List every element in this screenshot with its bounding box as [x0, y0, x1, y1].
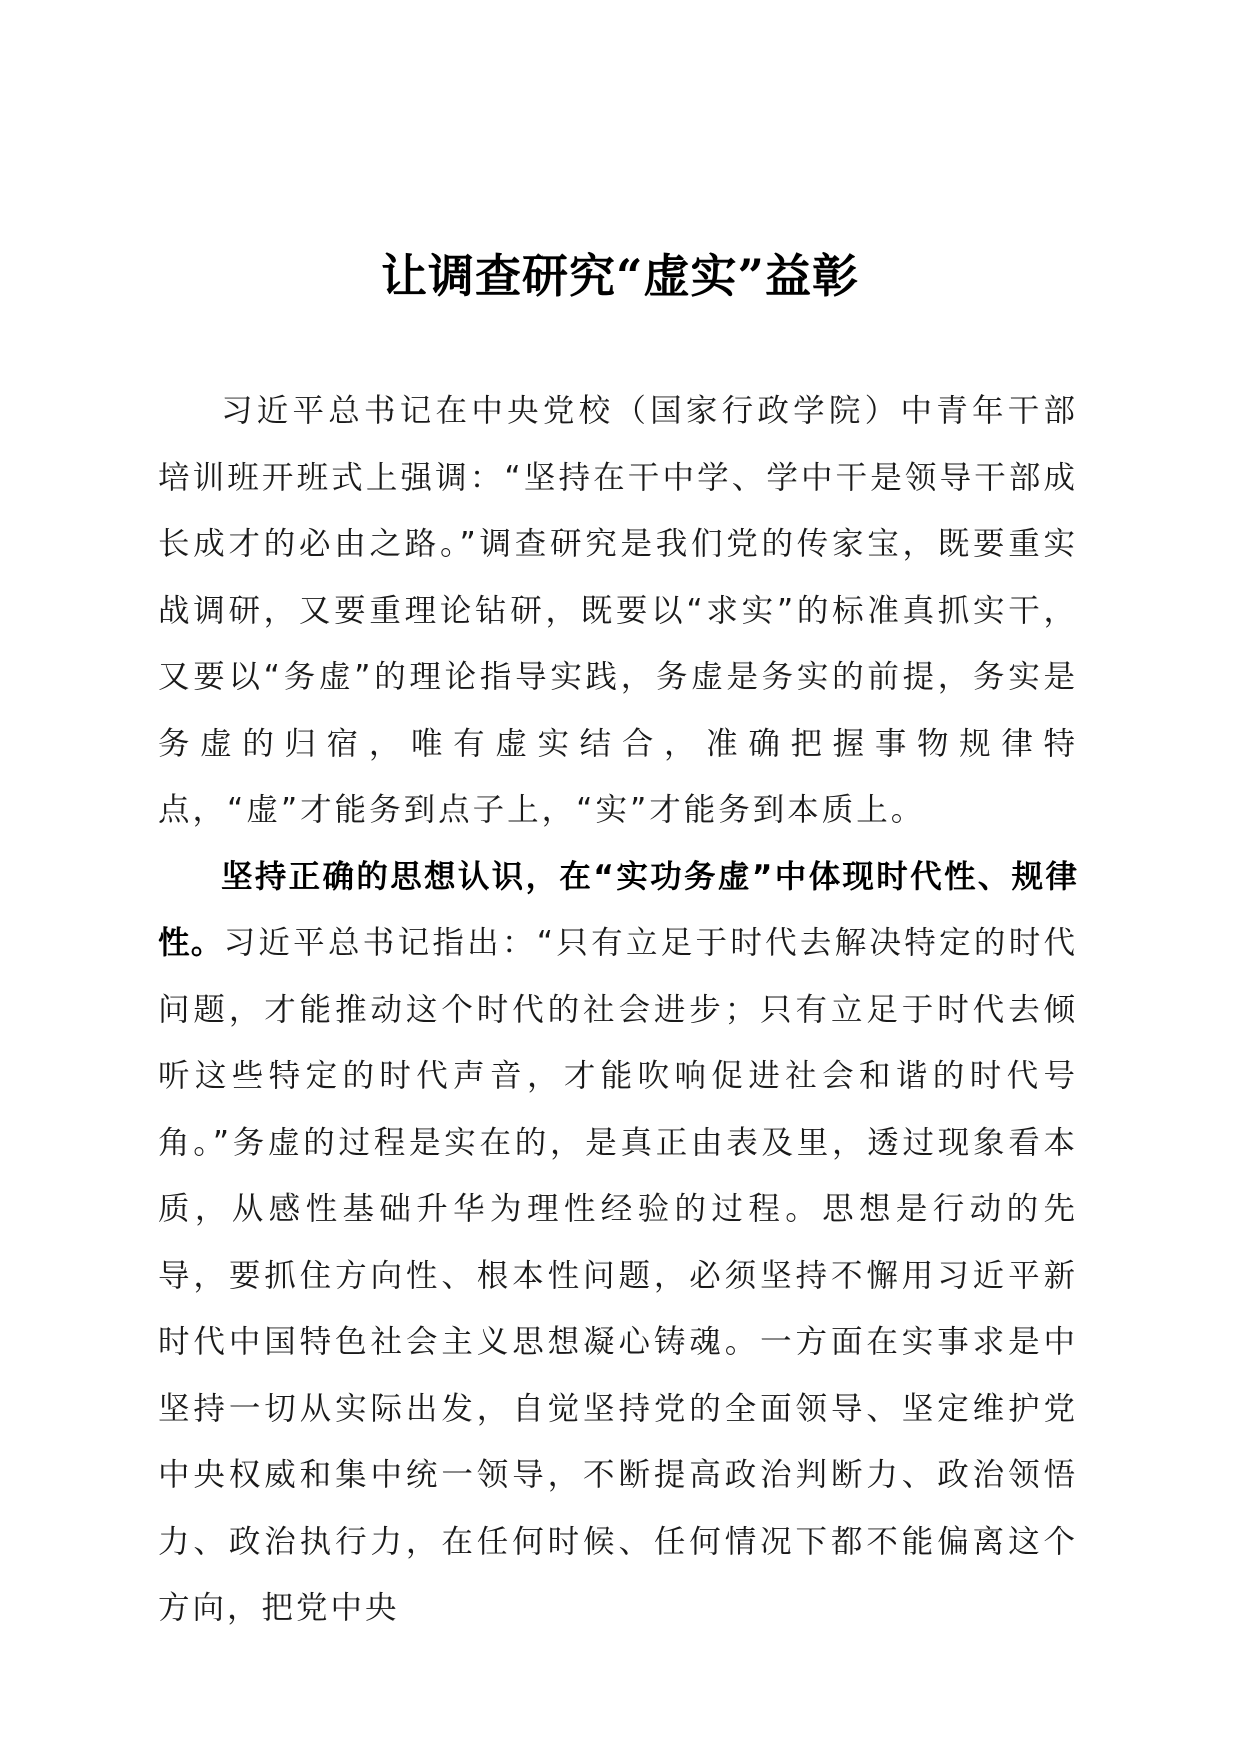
paragraph-section-1 [158, 844, 1078, 1642]
paragraph-lead-heading: 坚持正确的思想认识，在“实功务虚”中体现时代性、规律性。 [158, 858, 1078, 961]
paragraph-text: 习近平总书记指出：“只有立足于时代去解决特定的时代问题，才能推动这个时代的社会进步；只有立足于时代去倾听这些特定的时代声音，才能吹响促进社会和谐的时代号角。”务虚的过程是实在的，是真正由表及里，透过现象看本质，从感性基础升华为理性经验的过程。思想是行动的先导，要抓住方向性、根本性问题，必须坚持不懈用习近平新时代中国特色社会主义思想凝心铸魂。一方面在实事求是中坚持一切从实际出发，自觉坚持党的全面领导、坚定维护党中央权威和集中统一领导，不断提高政治判断力、政治领悟力、政治执行力，在任何时候、任何情况下都不能偏离这个方向，把党中央 [158, 925, 1078, 1626]
paragraph-text: 习近平总书记在中央党校（国家行政学院）中青年干部培训班开班式上强调：“坚持在干中学、学中干是领导干部成长成才的必由之路。”调查研究是我们党的传家宝，既要重实战调研，又要重理论钻研，既要以“求实”的标准真抓实干，又要以“务虚”的理论指导实践，务虚是务实的前提，务实是务虚的归宿，唯有虚实结合，准确把握事物规律特点，“虚”才能务到点子上，“实”才能务到本质上。 [158, 393, 1078, 828]
document-body [158, 378, 1078, 1642]
paragraph-intro [158, 378, 1078, 844]
document-title: 让调查研究“虚实”益彰 [381, 249, 859, 303]
